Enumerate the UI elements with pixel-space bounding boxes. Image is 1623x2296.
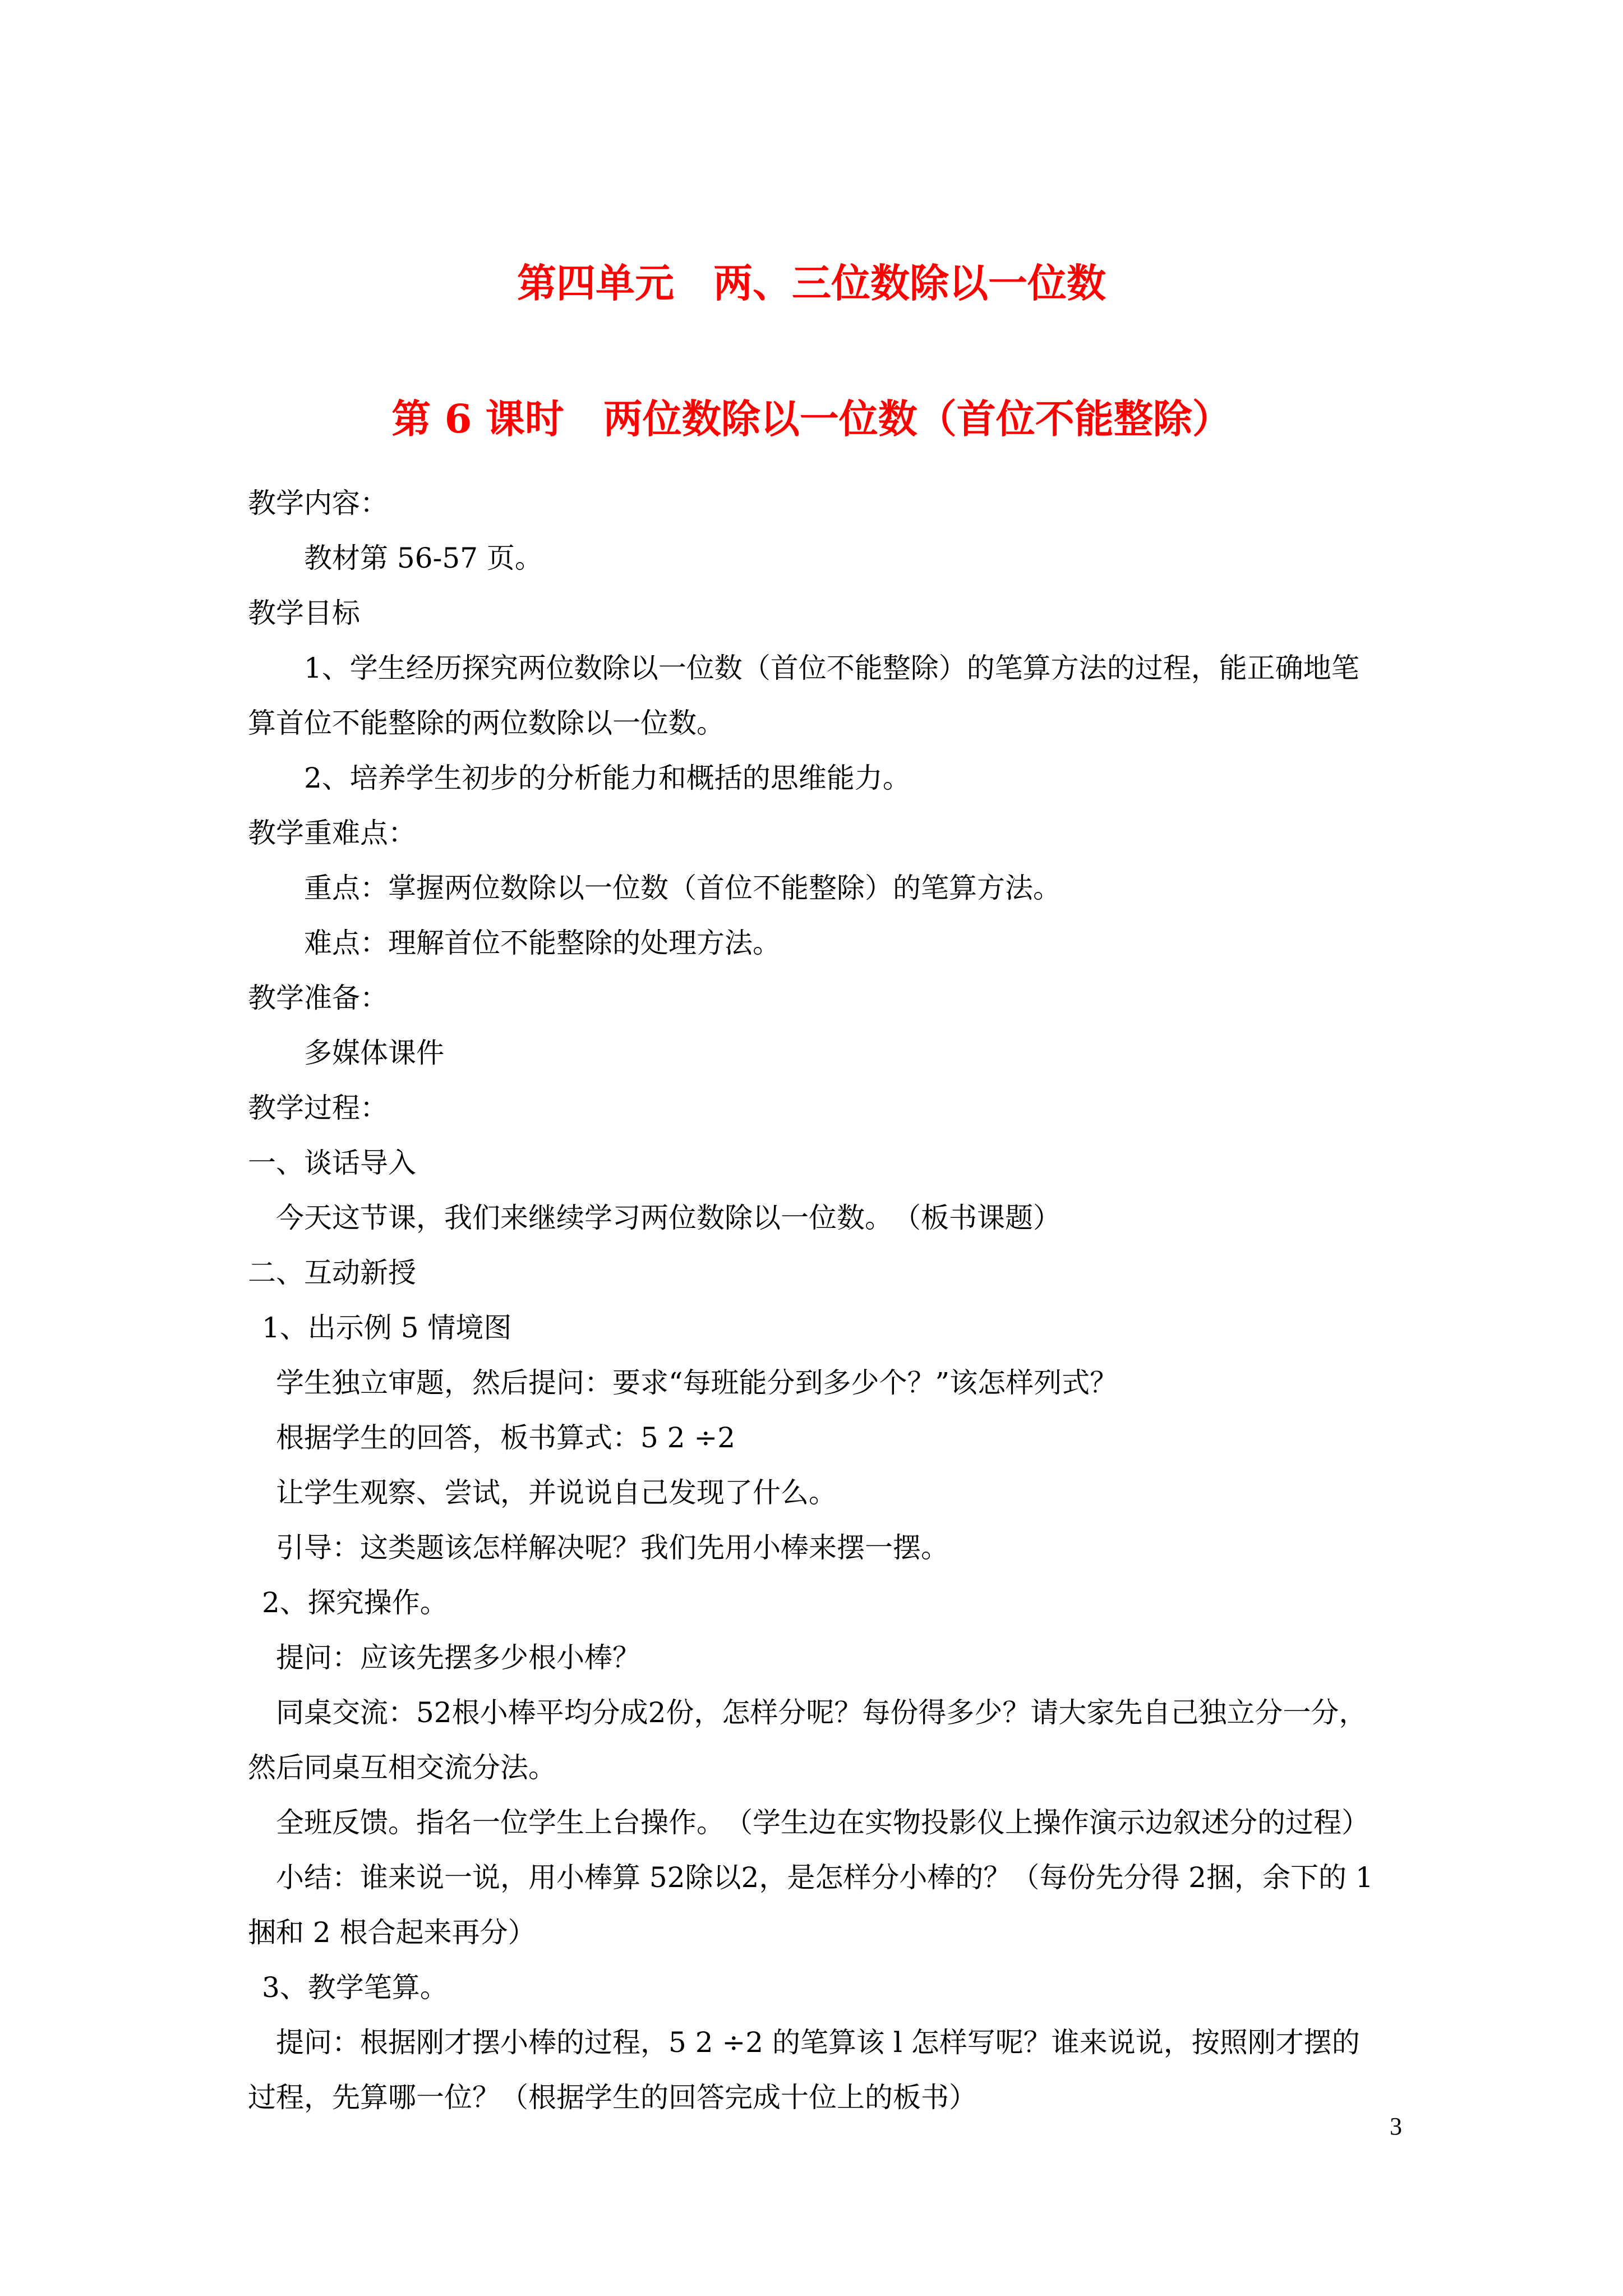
text-line: 提问：根据刚才摆小棒的过程，5 2 ÷2 的笔算该 l 怎样写呢？谁来说说，按照刚才摆的 xyxy=(276,2026,1360,2059)
subsection-heading: 3、教学笔算。 xyxy=(262,1971,448,2004)
section-heading: 一、谈话导入 xyxy=(248,1147,416,1179)
text-line: 小结：谁来说一说，用小棒算 52除以2，是怎样分小棒的？（每份先分得 2捆，余下的 1 xyxy=(276,1861,1373,1894)
heading-teaching-content: 教学内容： xyxy=(248,487,388,519)
lesson-title: 第 6 课时 两位数除以一位数（首位不能整除） xyxy=(391,395,1232,442)
text-line: 难点：理解首位不能整除的处理方法。 xyxy=(304,927,781,959)
text-line: 全班反馈。指名一位学生上台操作。 （学生边在实物投影仪上操作演示边叙述分的过程） xyxy=(276,1806,1370,1839)
subsection-heading: 1、出示例 5 情境图 xyxy=(262,1312,512,1344)
text-line: 提问：应该先摆多少根小棒？ xyxy=(276,1641,640,1674)
text-line: 然后同桌互相交流分法。 xyxy=(248,1751,556,1784)
heading-key-points: 教学重难点： xyxy=(248,817,416,849)
heading-preparation: 教学准备： xyxy=(248,982,388,1014)
subsection-heading: 2、探究操作。 xyxy=(262,1586,448,1619)
text-line: 引导：这类题该怎样解决呢？我们先用小棒来摆一摆。 xyxy=(276,1531,949,1564)
section-heading: 二、互动新授 xyxy=(248,1257,416,1289)
text-line: 捆和 2 根合起来再分） xyxy=(248,1916,536,1949)
text-line: 2、培养学生初步的分析能力和概括的思维能力。 xyxy=(304,762,911,794)
text-line: 算首位不能整除的两位数除以一位数。 xyxy=(248,707,725,739)
heading-teaching-goals: 教学目标 xyxy=(248,597,360,629)
text-line: 教材第 56-57 页。 xyxy=(304,542,543,574)
heading-process: 教学过程： xyxy=(248,1092,388,1124)
text-line: 过程，先算哪一位？（根据学生的回答完成十位上的板书） xyxy=(248,2081,977,2114)
text-line: 根据学生的回答，板书算式：5 2 ÷2 xyxy=(276,1421,736,1454)
text-line: 学生独立审题，然后提问：要求“每班能分到多少个？”该怎样列式？ xyxy=(276,1366,1118,1399)
unit-title: 第四单元 两、三位数除以一位数 xyxy=(517,260,1106,306)
text-line: 今天这节课，我们来继续学习两位数除以一位数。 （板书课题） xyxy=(276,1202,1061,1234)
text-line: 重点：掌握两位数除以一位数（首位不能整除）的笔算方法。 xyxy=(304,872,1061,904)
page-number: 3 xyxy=(1390,2113,1402,2140)
text-line: 1、学生经历探究两位数除以一位数（首位不能整除）的笔算方法的过程，能正确地笔 xyxy=(304,652,1359,684)
text-line: 同桌交流：52根小棒平均分成2份，怎样分呢？每份得多少？请大家先自己独立分一分， xyxy=(276,1696,1367,1729)
text-line: 多媒体课件 xyxy=(304,1037,444,1069)
lesson-body xyxy=(248,476,1395,2125)
text-line: 让学生观察、尝试，并说说自己发现了什么。 xyxy=(276,1476,837,1509)
